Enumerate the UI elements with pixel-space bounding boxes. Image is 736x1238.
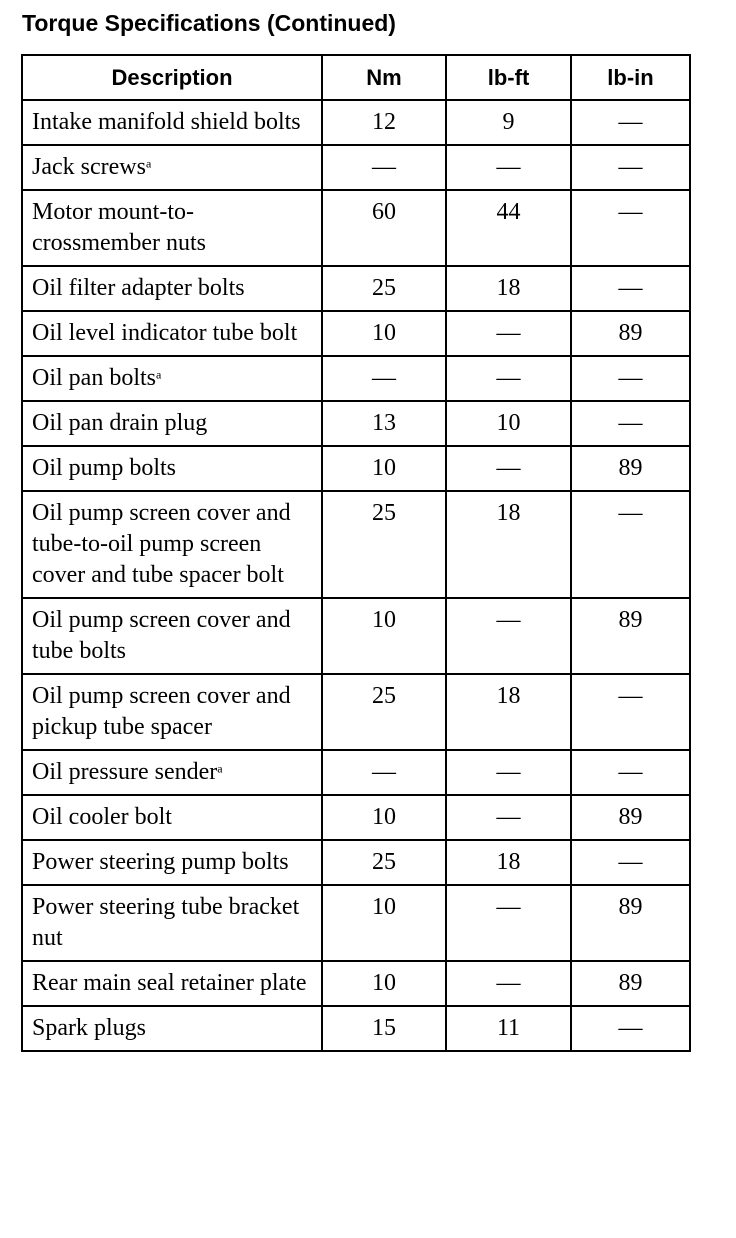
description-text: Power steering tube bracket nut xyxy=(32,894,300,951)
description-text: Oil pump screen cover and tube bolts xyxy=(32,607,291,664)
nm-value-cell: 25 xyxy=(322,266,446,311)
lb-in-value-cell: 89 xyxy=(571,598,690,674)
description-text: Oil pump bolts xyxy=(32,455,177,481)
column-header-description: Description xyxy=(22,55,322,100)
nm-value-cell: 10 xyxy=(322,795,446,840)
description-cell xyxy=(22,674,322,750)
description-cell xyxy=(22,598,322,674)
page-title: Torque Specifications (Continued) xyxy=(22,10,396,36)
description-text: Oil pressure sender xyxy=(32,759,218,785)
lb-in-value-cell: — xyxy=(571,145,690,190)
footnote-marker: a xyxy=(217,761,223,776)
nm-value-cell: 15 xyxy=(322,1006,446,1051)
lb-in-value-cell: — xyxy=(571,401,690,446)
description-text: Intake manifold shield bolts xyxy=(32,109,301,135)
table-row xyxy=(22,100,690,145)
nm-value-cell: 25 xyxy=(322,491,446,598)
lb-ft-value-cell: — xyxy=(446,446,571,491)
table-row xyxy=(22,190,690,266)
description-cell xyxy=(22,885,322,961)
lb-in-value-cell: 89 xyxy=(571,885,690,961)
description-text: Oil pan bolts xyxy=(32,365,156,391)
nm-value-cell: 25 xyxy=(322,840,446,885)
lb-ft-value-cell: — xyxy=(446,795,571,840)
nm-value-cell: 10 xyxy=(322,885,446,961)
table-row xyxy=(22,885,690,961)
lb-in-value-cell: — xyxy=(571,1006,690,1051)
lb-in-value-cell: — xyxy=(571,840,690,885)
description-cell xyxy=(22,190,322,266)
table-row xyxy=(22,1006,690,1051)
lb-ft-value-cell: 10 xyxy=(446,401,571,446)
table-row xyxy=(22,401,690,446)
nm-value-cell: 10 xyxy=(322,961,446,1006)
column-header-nm: Nm xyxy=(322,55,446,100)
table-row xyxy=(22,840,690,885)
description-cell xyxy=(22,446,322,491)
lb-ft-value-cell: 44 xyxy=(446,190,571,266)
lb-in-value-cell: 89 xyxy=(571,795,690,840)
nm-value-cell: 10 xyxy=(322,598,446,674)
table-row xyxy=(22,674,690,750)
nm-value-cell: 10 xyxy=(322,311,446,356)
table-row xyxy=(22,961,690,1006)
lb-ft-value-cell: 18 xyxy=(446,491,571,598)
lb-in-value-cell: 89 xyxy=(571,311,690,356)
lb-ft-value-cell: — xyxy=(446,750,571,795)
lb-ft-value-cell: 11 xyxy=(446,1006,571,1051)
description-text: Oil filter adapter bolts xyxy=(32,275,245,301)
table-body xyxy=(22,100,690,1051)
table-row xyxy=(22,311,690,356)
description-text: Oil pump screen cover and tube-to-oil pump screen cover and tube spacer bolt xyxy=(32,500,291,588)
table-row xyxy=(22,750,690,795)
lb-in-value-cell: — xyxy=(571,356,690,401)
lb-ft-value-cell: 18 xyxy=(446,840,571,885)
description-text: Oil pan drain plug xyxy=(32,410,208,436)
description-cell xyxy=(22,311,322,356)
table-row xyxy=(22,145,690,190)
nm-value-cell: 13 xyxy=(322,401,446,446)
description-text: Spark plugs xyxy=(32,1015,146,1041)
description-cell xyxy=(22,100,322,145)
description-cell xyxy=(22,145,322,190)
description-cell xyxy=(22,356,322,401)
table-row xyxy=(22,491,690,598)
column-header-lb-in: lb-in xyxy=(571,55,690,100)
nm-value-cell: — xyxy=(322,145,446,190)
lb-ft-value-cell: — xyxy=(446,961,571,1006)
nm-value-cell: — xyxy=(322,356,446,401)
lb-ft-value-cell: 18 xyxy=(446,674,571,750)
description-cell xyxy=(22,750,322,795)
description-text: Oil cooler bolt xyxy=(32,804,172,830)
nm-value-cell: — xyxy=(322,750,446,795)
lb-ft-value-cell: — xyxy=(446,145,571,190)
nm-value-cell: 25 xyxy=(322,674,446,750)
lb-ft-value-cell: — xyxy=(446,311,571,356)
lb-ft-value-cell: — xyxy=(446,885,571,961)
description-text: Power steering pump bolts xyxy=(32,849,289,875)
nm-value-cell: 10 xyxy=(322,446,446,491)
lb-ft-value-cell: — xyxy=(446,598,571,674)
description-cell xyxy=(22,795,322,840)
description-text: Oil pump screen cover and pickup tube spacer xyxy=(32,683,291,740)
description-cell xyxy=(22,840,322,885)
footnote-marker: a xyxy=(145,156,152,171)
nm-value-cell: 12 xyxy=(322,100,446,145)
lb-in-value-cell: — xyxy=(571,190,690,266)
lb-in-value-cell: — xyxy=(571,674,690,750)
footnote-marker: a xyxy=(156,367,162,382)
table-row xyxy=(22,598,690,674)
lb-in-value-cell: — xyxy=(571,491,690,598)
lb-in-value-cell: 89 xyxy=(571,961,690,1006)
table-header-row xyxy=(22,55,690,100)
table-row xyxy=(22,795,690,840)
description-text: Motor mount-to-crossmember nuts xyxy=(32,199,206,256)
nm-value-cell: 60 xyxy=(322,190,446,266)
lb-in-value-cell: 89 xyxy=(571,446,690,491)
lb-ft-value-cell: 9 xyxy=(446,100,571,145)
column-header-lb-ft: lb-ft xyxy=(446,55,571,100)
description-text: Oil level indicator tube bolt xyxy=(32,320,298,346)
lb-ft-value-cell: — xyxy=(446,356,571,401)
table-row xyxy=(22,356,690,401)
lb-in-value-cell: — xyxy=(571,750,690,795)
lb-in-value-cell: — xyxy=(571,266,690,311)
description-text: Jack screws xyxy=(32,154,146,180)
table-row xyxy=(22,266,690,311)
description-cell xyxy=(22,491,322,598)
description-cell xyxy=(22,961,322,1006)
description-cell xyxy=(22,266,322,311)
description-text: Rear main seal retainer plate xyxy=(32,970,307,996)
lb-ft-value-cell: 18 xyxy=(446,266,571,311)
description-cell xyxy=(22,1006,322,1051)
torque-spec-table xyxy=(21,54,691,1052)
lb-in-value-cell: — xyxy=(571,100,690,145)
description-cell xyxy=(22,401,322,446)
table-row xyxy=(22,446,690,491)
